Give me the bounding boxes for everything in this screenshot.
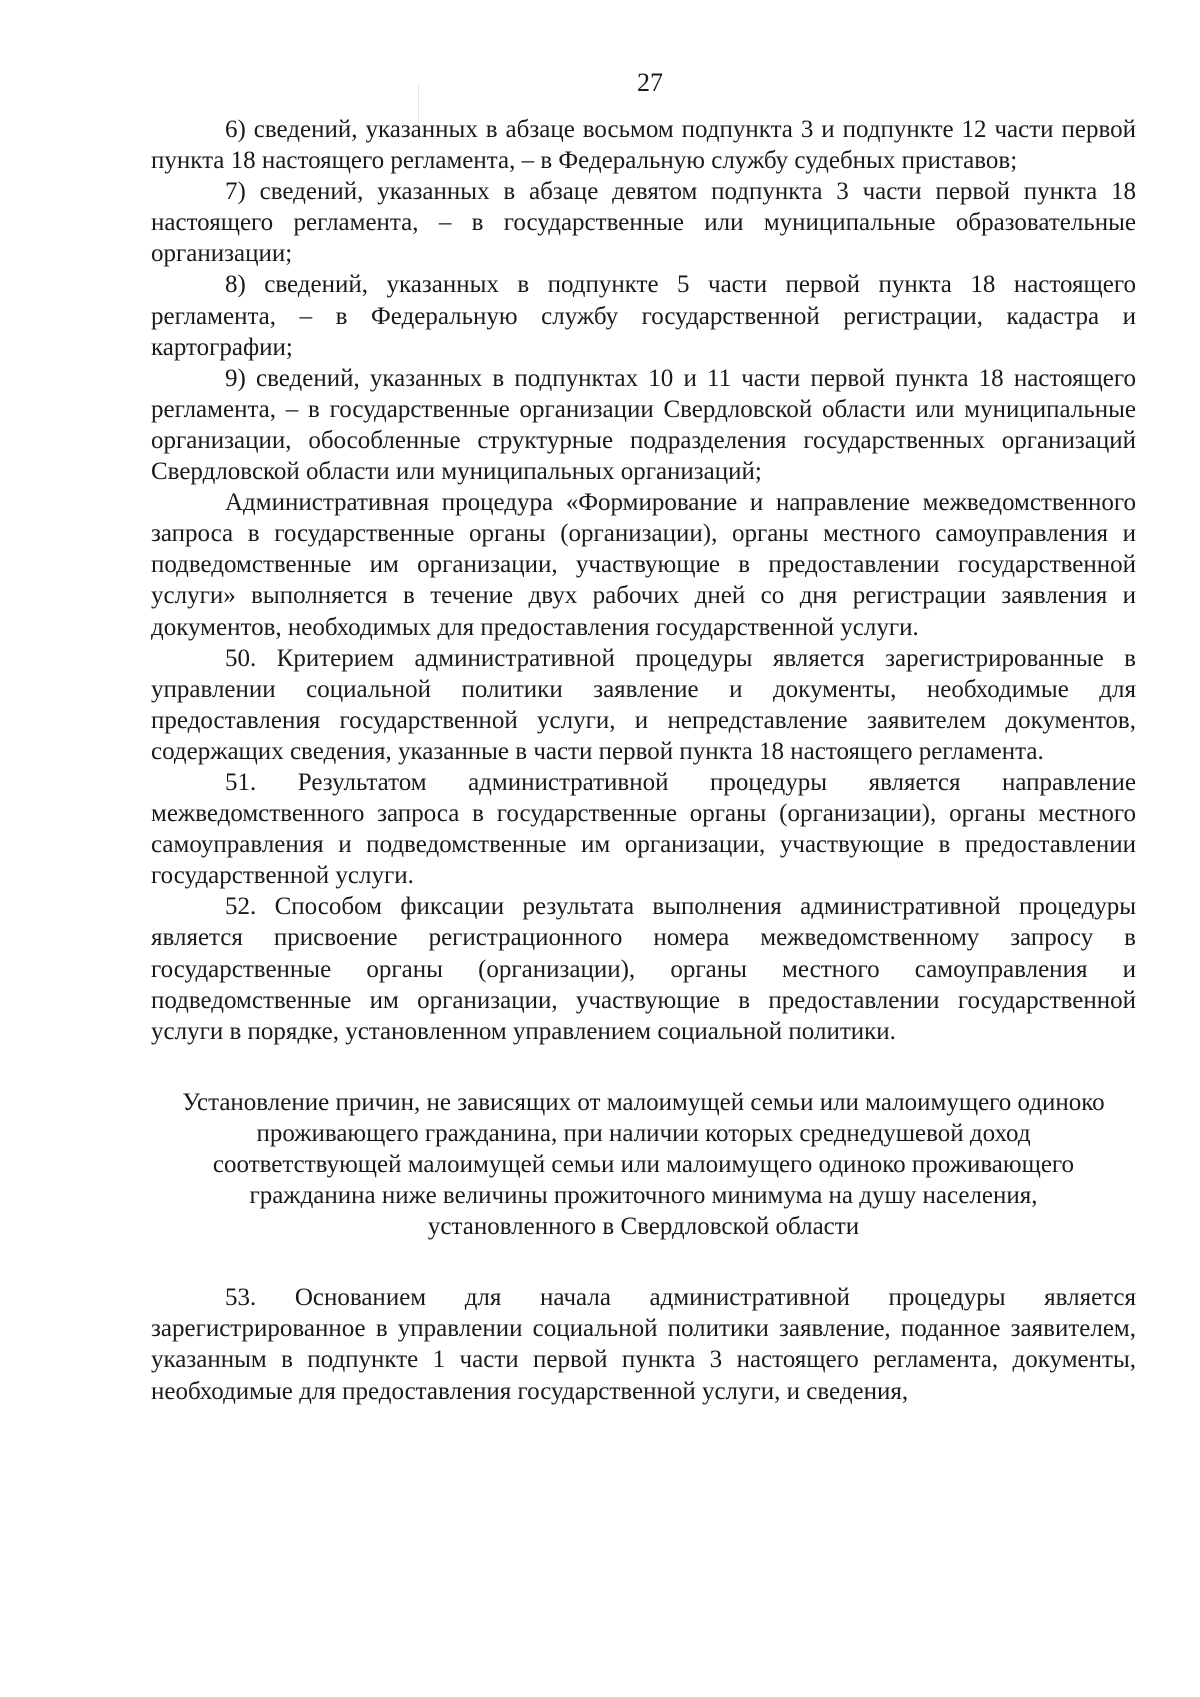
page-number: 27 (637, 68, 663, 97)
paragraph-item-7: 7) сведений, указанных в абзаце девятом подпункта 3 части первой пункта 18 настоящего регламента, – в государственные или муниципальные образовательные организации; (151, 178, 1136, 268)
section-heading: Установление причин, не зависящих от малоимущей семьи или малоимущего одиноко проживающего гражданина, при наличии которых среднедушевой доход соответствующей малоимущей семьи или малоимущего одиноко проживающего гражданина ниже величины прожиточного минимума на душу населения, установленного в Свердловской области (182, 1088, 1105, 1241)
paragraph-procedure-timing: Административная процедура «Формирование и направление межведомственного запроса в государственные органы (организации), органы местного самоуправления и подведомственные им организации, участвующие в предоставлении государственной услуги» выполняется в течение двух рабочих дней со дня регистрации заявления и документов, необходимых для предоставления государственной услуги. (151, 489, 1136, 641)
paragraph-50: 50. Критерием административной процедуры является зарегистрированные в управлении социальной политики заявление и документы, необходимые для предоставления государственной услуги, и непредставление заявителем документов, содержащих сведения, указанные в части первой пункта 18 настоящего регламента. (151, 644, 1136, 765)
document-body (151, 114, 1136, 1407)
paragraph-item-8: 8) сведений, указанных в подпункте 5 части первой пункта 18 настоящего регламента, – в Федеральную службу государственной регистрации, кадастра и картографии; (151, 271, 1136, 361)
paragraph-51: 51. Результатом административной процедуры является направление межведомственного запроса в государственные органы (организации), органы местного самоуправления и подведомственные им организации, участвующие в предоставлении государственной услуги. (151, 768, 1136, 890)
paragraph-item-6: 6) сведений, указанных в абзаце восьмом подпункта 3 и подпункте 12 части первой пункта 18 настоящего регламента, – в Федеральную службу судебных приставов; (151, 116, 1136, 175)
paragraph-53: 53. Основанием для начала административной процедуры является зарегистрированное в управлении социальной политики заявление, поданное заявителем, указанным в подпункте 1 части первой пункта 3 настоящего регламента, документы, необходимые для предоставления государственной услуги, и сведения, (151, 1284, 1136, 1405)
paragraph-item-9: 9) сведений, указанных в подпунктах 10 и 11 части первой пункта 18 настоящего регламента, – в государственные организации Свердловской области или муниципальные организации, обособленные структурные подразделения государственных организаций Свердловской области или муниципальных организаций; (151, 364, 1136, 486)
paragraph-52: 52. Способом фиксации результата выполнения административной процедуры является присвоение регистрационного номера межведомственному запросу в государственные органы (организации), органы местного самоуправления и подведомственные им организации, участвующие в предоставлении государственной услуги в порядке, установленном управлением социальной политики. (151, 893, 1136, 1045)
